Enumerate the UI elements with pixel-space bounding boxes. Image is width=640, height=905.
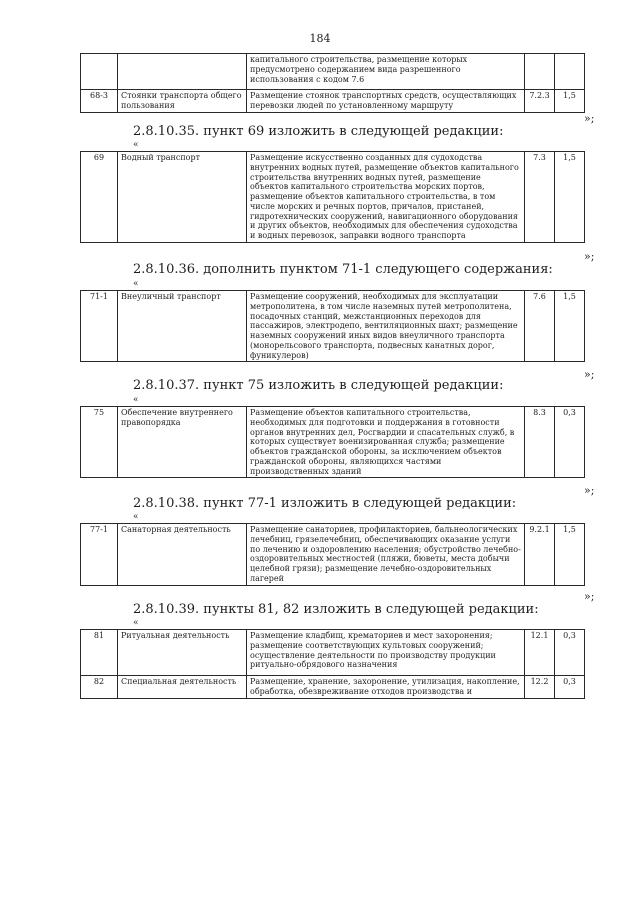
table-land-use-68 [80, 53, 585, 113]
row-description: Размещение сооружений, необходимых для эксплуатации метрополитена, в том числе наземных путей метрополитена, посадочных станций, межстанционных переходов для пассажиров, электродепо, вентиляционных шахт; размещение наземных сооружений иных видов внеуличного транспорта (монорельсового транспорта, подвесных канатных дорог, фуникулеров) [247, 291, 525, 362]
row-name: Обеспечение внутреннего правопорядка [118, 407, 247, 478]
table-land-use-77-1 [80, 523, 585, 586]
row-description: Размещение объектов капитального строительства, необходимых для подготовки и поддержания в готовности органов внутренних дел, Росгвардии и спасательных служб, в которых существует военизированная служба; размещение объектов гражданской обороны, за исключением объектов гражданской обороны, являющихся частями производственных зданий [247, 407, 525, 478]
row-code: 9.2.1 [525, 524, 555, 586]
table-land-use-69 [80, 151, 585, 243]
row-code: 12.2 [525, 676, 555, 699]
closing-quote: »; [584, 368, 595, 381]
row-coefficient: 0,3 [555, 407, 585, 478]
row-name: Внеуличный транспорт [118, 291, 247, 362]
page-number: 184 [309, 32, 331, 45]
table-row [81, 291, 585, 362]
opening-quote: « [133, 140, 139, 150]
table-land-use-81-82 [80, 629, 585, 699]
row-name: Санаторная деятельность [118, 524, 247, 586]
row-code: 7.3 [525, 152, 555, 243]
closing-quote: »; [584, 590, 595, 603]
row-number: 68-3 [81, 90, 118, 113]
closing-quote: »; [584, 250, 595, 263]
row-description: Размещение санаториев, профилакториев, бальнеологических лечебниц, грязелечебниц, обеспечивающих оказание услуги по лечению и оздоровлению населения; обустройство лечебно-оздоровительных местностей (пляжи, бюветы, места добычи целебной грязи); размещение лечебно-оздоровительных лагерей [247, 524, 525, 586]
section-heading-39: 2.8.10.39. пункты 81, 82 изложить в следующей редакции: [133, 602, 539, 617]
row-description: Размещение, хранение, захоронение, утилизация, накопление, обработка, обезвреживание отходов производства и [247, 676, 525, 699]
table-row [81, 407, 585, 478]
row-coefficient: 1,5 [555, 524, 585, 586]
row-coefficient: 0,3 [555, 630, 585, 676]
table-row [81, 676, 585, 699]
row-name [118, 54, 247, 90]
opening-quote: « [133, 512, 139, 522]
row-name: Водный транспорт [118, 152, 247, 243]
row-name: Специальная деятельность [118, 676, 247, 699]
opening-quote: « [133, 395, 139, 405]
table-row [81, 152, 585, 243]
row-code [525, 54, 555, 90]
row-number: 77-1 [81, 524, 118, 586]
row-number: 82 [81, 676, 118, 699]
row-code: 8.3 [525, 407, 555, 478]
table-row [81, 630, 585, 676]
row-number: 71-1 [81, 291, 118, 362]
section-heading-37: 2.8.10.37. пункт 75 изложить в следующей редакции: [133, 378, 504, 393]
closing-quote: »; [584, 484, 595, 497]
table-land-use-71-1 [80, 290, 585, 362]
table-row [81, 90, 585, 113]
row-description: Размещение кладбищ, крематориев и мест захоронения; размещение соответствующих культовых сооружений; осуществление деятельности по производству продукции ритуально-обрядового назначения [247, 630, 525, 676]
row-coefficient [555, 54, 585, 90]
row-name: Ритуальная деятельность [118, 630, 247, 676]
opening-quote: « [133, 279, 139, 289]
row-number: 81 [81, 630, 118, 676]
row-description: Размещение стоянок транспортных средств, осуществляющих перевозки людей по установленному маршруту [247, 90, 525, 113]
row-code: 7.2.3 [525, 90, 555, 113]
row-coefficient: 1,5 [555, 291, 585, 362]
section-heading-36: 2.8.10.36. дополнить пунктом 71-1 следующего содержания: [133, 262, 553, 277]
opening-quote: « [133, 618, 139, 628]
section-heading-38: 2.8.10.38. пункт 77-1 изложить в следующей редакции: [133, 496, 517, 511]
row-coefficient: 0,3 [555, 676, 585, 699]
row-number: 69 [81, 152, 118, 243]
row-name: Стоянки транспорта общего пользования [118, 90, 247, 113]
row-number [81, 54, 118, 90]
row-description: Размещение искусственно созданных для судоходства внутренних водных путей, размещение объектов капитального строительства внутренних водных путей, размещение объектов капитального строительства морских портов, размещение объектов капитального строительства, в том числе морских и речных портов, причалов, пристаней, гидротехнических сооружений, навигационного оборудования и других объектов, необходимых для обеспечения судоходства и водных перевозок, заправки водного транспорта [247, 152, 525, 243]
closing-quote: »; [584, 112, 595, 125]
table-row [81, 54, 585, 90]
row-description: капитального строительства, размещение которых предусмотрено содержанием вида разрешенного использования с кодом 7.6 [247, 54, 525, 90]
row-code: 7.6 [525, 291, 555, 362]
row-code: 12.1 [525, 630, 555, 676]
table-land-use-75 [80, 406, 585, 478]
row-number: 75 [81, 407, 118, 478]
table-row [81, 524, 585, 586]
section-heading-35: 2.8.10.35. пункт 69 изложить в следующей редакции: [133, 124, 504, 139]
page-bottom-margin [0, 768, 640, 905]
row-coefficient: 1,5 [555, 90, 585, 113]
row-coefficient: 1,5 [555, 152, 585, 243]
